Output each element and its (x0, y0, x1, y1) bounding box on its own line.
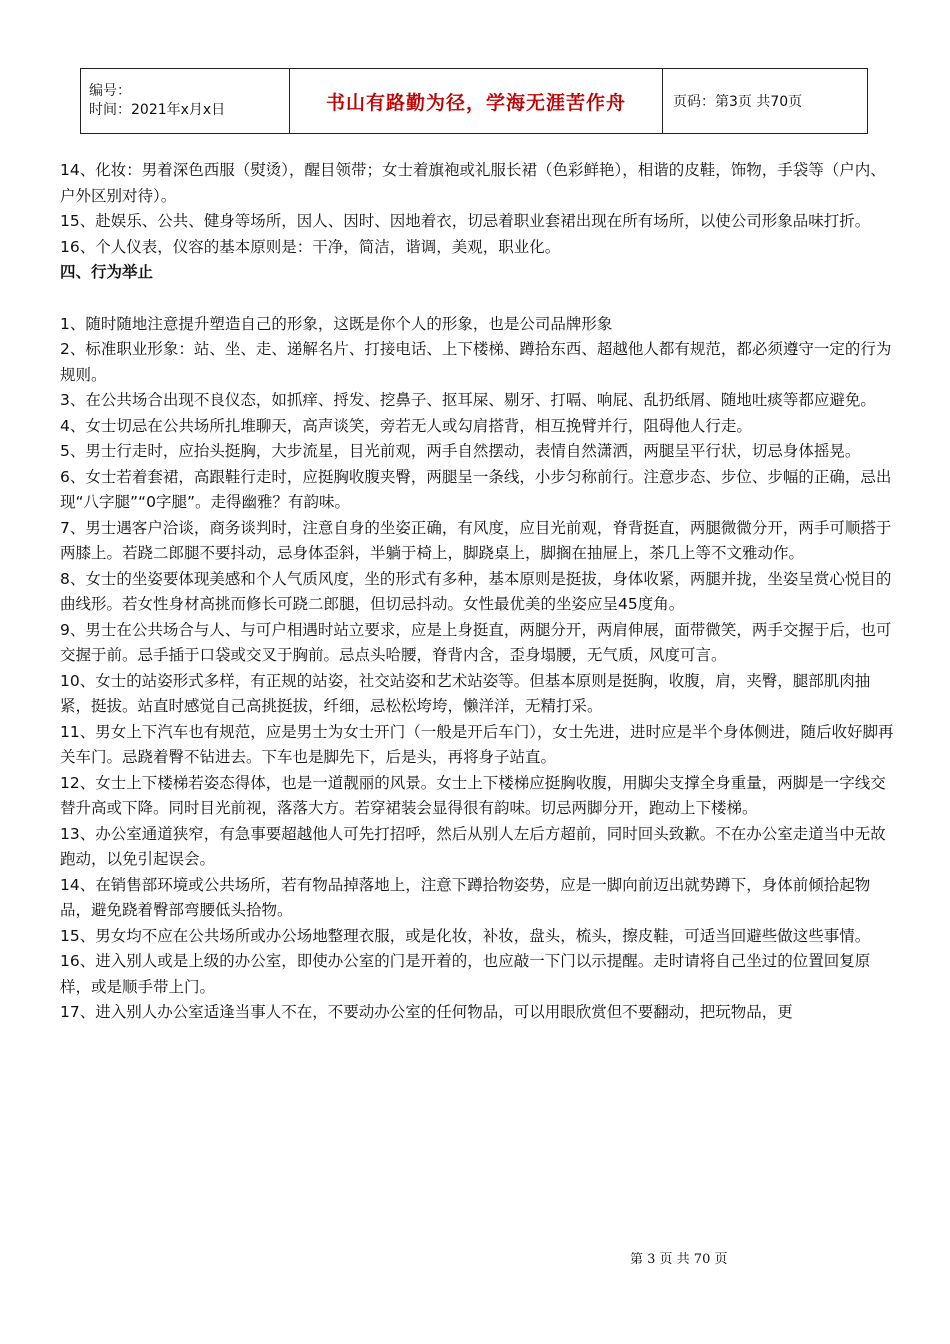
document-body (60, 158, 900, 1026)
paragraph-venue-dress: 15、赴娱乐、公共、健身等场所，因人、因时、因地着衣，切忌着职业套裙出现在所有场所，以使公司形象品味打折。 (60, 212, 871, 230)
behavior-item-14: 14、在销售部环境或公共场所，若有物品掉落地上，注意下蹲拾物姿势，应是一脚向前迈出就势蹲下，身体前倾拾起物品，避免跷着臀部弯腰低头拾物。 (60, 875, 871, 919)
header-meta (81, 69, 290, 134)
paragraph-appearance-principles: 16、个人仪表，仪容的基本原则是：干净，简洁，谐调，美观，职业化。 (60, 237, 561, 256)
section-spacer (60, 286, 900, 312)
behavior-item-13: 13、办公室通道狭窄，有急事要超越他人可先打招呼，然后从别人左后方超前，同时回头致歉。不在办公室走道当中无故跑动，以免引起误会。 (60, 824, 886, 868)
behavior-item-11: 11、男女上下汽车也有规范，应是男士为女士开门（一般是开后车门），女士先进，进时应是半个身体侧进，随后收好脚再关车门。忌跷着臀不钻进去。下车也是脚先下，后是头，再将身子站直。 (60, 722, 894, 766)
behavior-item-10: 10、女士的站姿形式多样，有正规的站姿，社交站姿和艺术站姿等。但基本原则是挺胸，收腹，肩，夹臀，腿部肌肉抽紧，挺拔。站直时感觉自己高挑挺拔，纤细，忌松松垮垮，懒洋洋，无精打采。 (60, 671, 871, 715)
behavior-item-12: 12、女士上下楼梯若姿态得体，也是一道靓丽的风景。女士上下楼梯应挺胸收腹，用脚尖支撑全身重量，两脚是一字线交替升高或下降。同时目光前视，落落大方。若穿裙装会显得很有韵味。切忌两脚分开，跑动上下楼梯。 (60, 773, 886, 817)
document-date: 时间：2021年x月x日 (89, 102, 226, 118)
document-header (80, 68, 868, 134)
behavior-item-1: 1、随时随地注意提升塑造自己的形象，这既是你个人的形象，也是公司品牌形象 (60, 314, 613, 333)
behavior-item-8: 8、女士的坐姿要体现美感和个人气质风度，坐的形式有多种，基本原则是挺拔，身体收紧，两腿并拢，坐姿呈赏心悦目的曲线形。若女性身材高挑而修长可跷二郎腿，但切忌抖动。女性最优美的坐姿应呈45度角。 (60, 569, 892, 613)
document-number-label: 编号： (89, 83, 131, 99)
page-footer: 第 3 页 共 70 页 (630, 1252, 728, 1267)
header-motto: 书山有路勤为径，学海无涯苦作舟 (290, 69, 663, 134)
behavior-item-7: 7、男士遇客户洽谈，商务谈判时，注意自身的坐姿正确，有风度，应目光前观，脊背挺直，两腿微微分开，两手可顺搭于两膝上。若跷二郎腿不要抖动，忌身体歪斜，半躺于椅上，脚跷桌上，脚搁在抽屉上，茶几上等不文雅动作。 (60, 518, 892, 562)
behavior-item-9: 9、男士在公共场合与人、与可户相遇时站立要求，应是上身挺直，两腿分开，两肩伸展，面带微笑，两手交握于后，也可交握于前。忌手插于口袋或交叉于胸前。忌点头哈腰，脊背内含，歪身塌腰，无气质，风度可言。 (60, 620, 892, 664)
behavior-item-4: 4、女士切忌在公共场所扎堆聊天，高声谈笑，旁若无人或勾肩搭背，相互挽臂并行，阻碍他人行走。 (60, 416, 752, 435)
behavior-item-3: 3、在公共场合出现不良仪态，如抓痒、捋发、挖鼻子、抠耳屎、剔牙、打嗝、响屁、乱扔纸屑、随地吐痰等都应避免。 (60, 391, 876, 409)
behavior-item-15: 15、男女均不应在公共场所或办公场地整理衣服，或是化妆，补妆，盘头，梳头，擦皮鞋，可适当回避些做这些事情。 (60, 926, 871, 945)
behavior-item-16: 16、进入别人或是上级的办公室，即使办公室的门是开着的，也应敲一下门以示提醒。走时请将自己坐过的位置回复原样，或是顺手带上门。 (60, 952, 871, 996)
behavior-item-6: 6、女士若着套裙，高跟鞋行走时，应挺胸收腹夹臀，两腿呈一条线，小步匀称前行。注意步态、步位、步幅的正确，忌出现“八字腿”“0字腿”。走得幽雅？有韵味。 (60, 467, 892, 511)
behavior-item-2: 2、标准职业形象：站、坐、走、递解名片、打接电话、上下楼梯、蹲拾东西、超越他人都有规范，都必须遵守一定的行为规则。 (60, 340, 892, 384)
section-heading-behavior: 四、行为举止 (60, 263, 154, 281)
paragraph-makeup: 14、化妆：男着深色西服（熨烫），醒目领带；女士着旗袍或礼服长裙（色彩鲜艳），相谐的皮鞋，饰物，手袋等（户内、户外区别对待）。 (60, 161, 886, 205)
behavior-item-5: 5、男士行走时，应抬头挺胸，大步流星，目光前观，两手自然摆动，表情自然潇洒，两腿呈平行状，切忌身体摇晃。 (60, 442, 861, 460)
header-page-info: 页码：第3页 共70页 (663, 69, 868, 134)
behavior-item-17: 17、进入别人办公室适逢当事人不在，不要动办公室的任何物品，可以用眼欣赏但不要翻动，把玩物品，更 (60, 1003, 793, 1021)
